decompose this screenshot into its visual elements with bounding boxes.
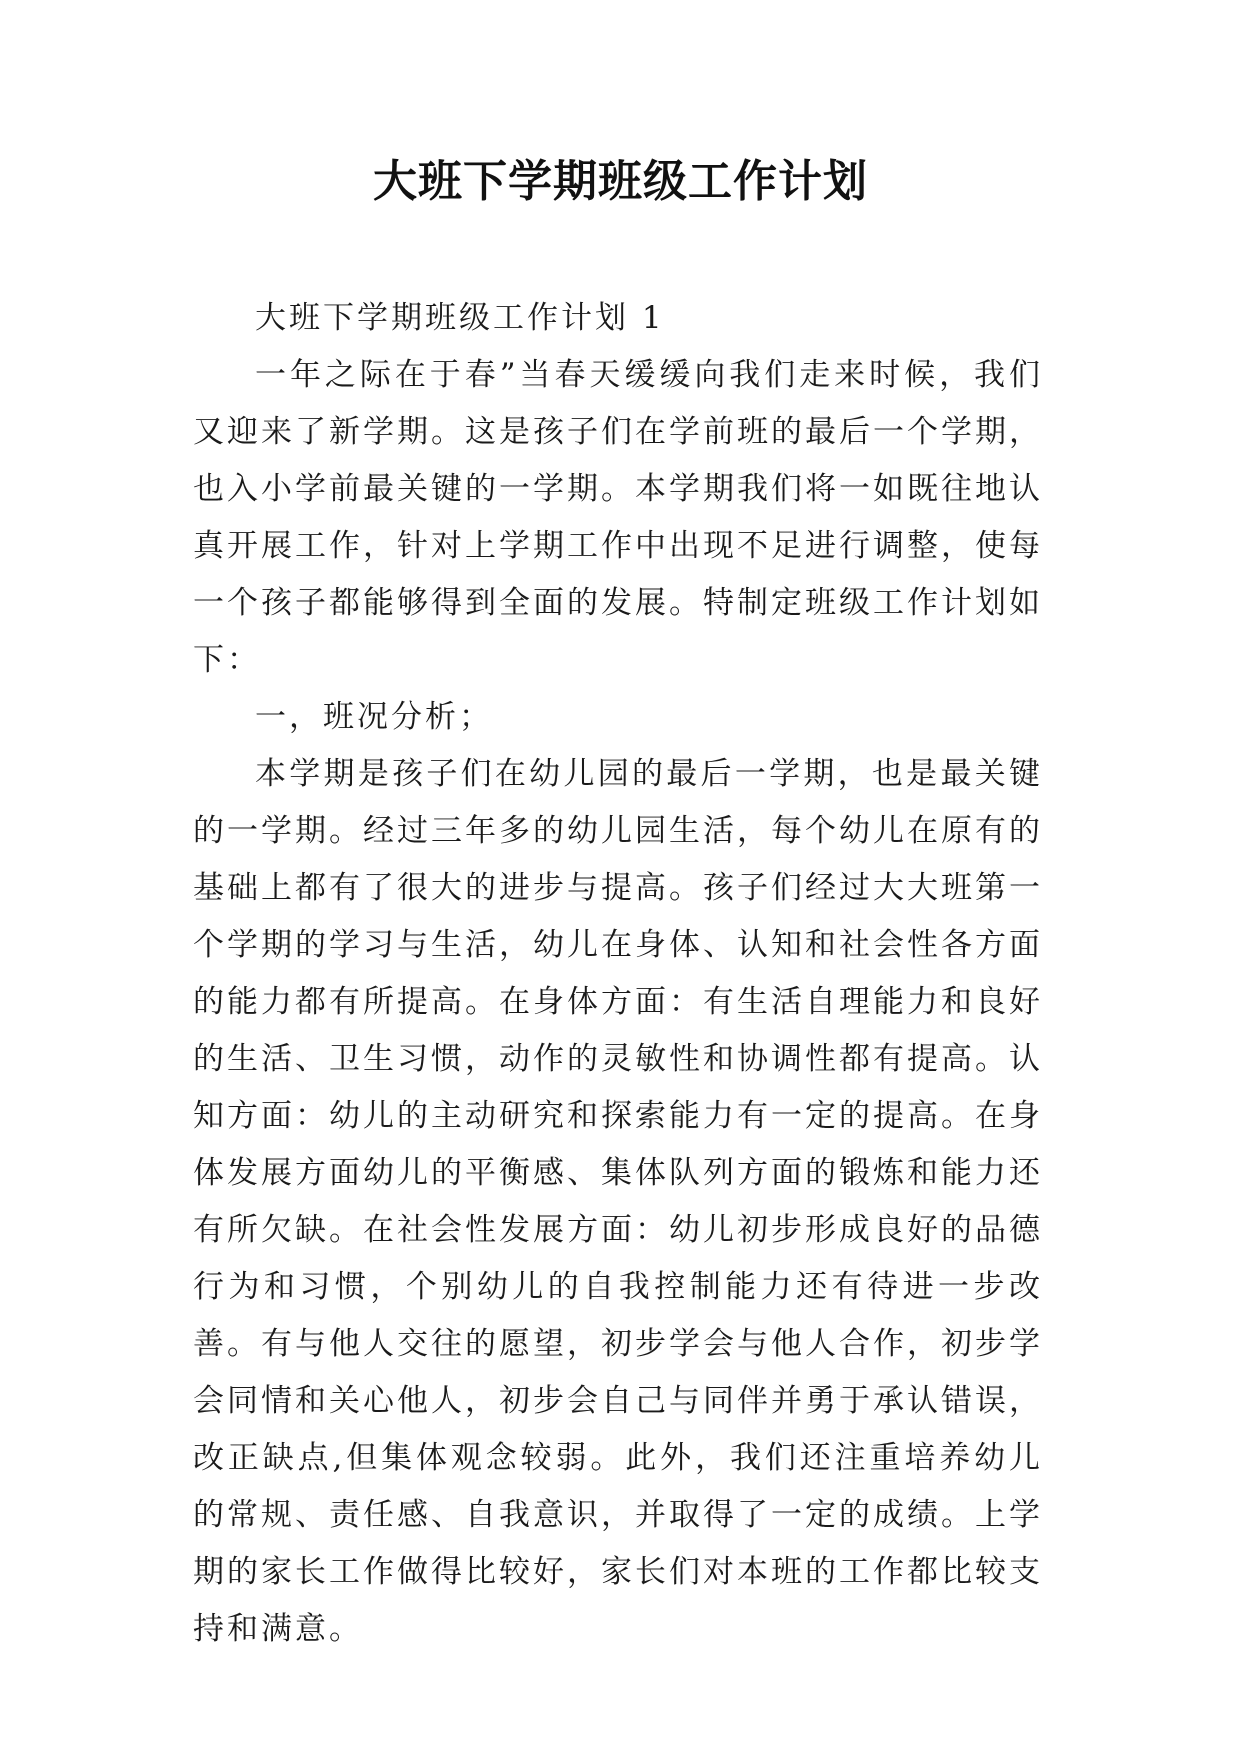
document-title: 大班下学期班级工作计划: [373, 156, 868, 207]
section-heading: 一，班况分析；: [255, 699, 493, 735]
analysis-paragraph: 本学期是孩子们在幼儿园的最后一学期，也是最关键的一学期。经过三年多的幼儿园生活，每个幼儿在原有的基础上都有了很大的进步与提高。孩子们经过大大班第一个学期的学习与生活，幼儿在身体、认知和社会性各方面的能力都有所提高。在身体方面：有生活自理能力和良好的生活、卫生习惯，动作的灵敏性和协调性都有提高。认知方面：幼儿的主动研究和探索能力有一定的提高。在身体发展方面幼儿的平衡感、集体队列方面的锻炼和能力还有所欠缺。在社会性发展方面：幼儿初步形成良好的品德行为和习惯，个别幼儿的自我控制能力还有待进一步改善。有与他人交往的愿望，初步学会与他人合作，初步学会同情和关心他人，初步会自己与同伴并勇于承认错误，改正缺点,但集体观念较弱。此外，我们还注重培养幼儿的常规、责任感、自我意识，并取得了一定的成绩。上学期的家长工作做得比较好，家长们对本班的工作都比较支持和满意。: [193, 756, 1043, 1647]
section-heading: 大班下学期班级工作计划 1: [255, 300, 665, 336]
intro-paragraph: 一年之际在于春”当春天缓缓向我们走来时候，我们又迎来了新学期。这是孩子们在学前班的最后一个学期，也入小学前最关键的一学期。本学期我们将一如既往地认真开展工作，针对上学期工作中出现不足进行调整，使每一个孩子都能够得到全面的发展。特制定班级工作计划如下：: [193, 357, 1043, 678]
document-body: [193, 290, 1043, 1658]
